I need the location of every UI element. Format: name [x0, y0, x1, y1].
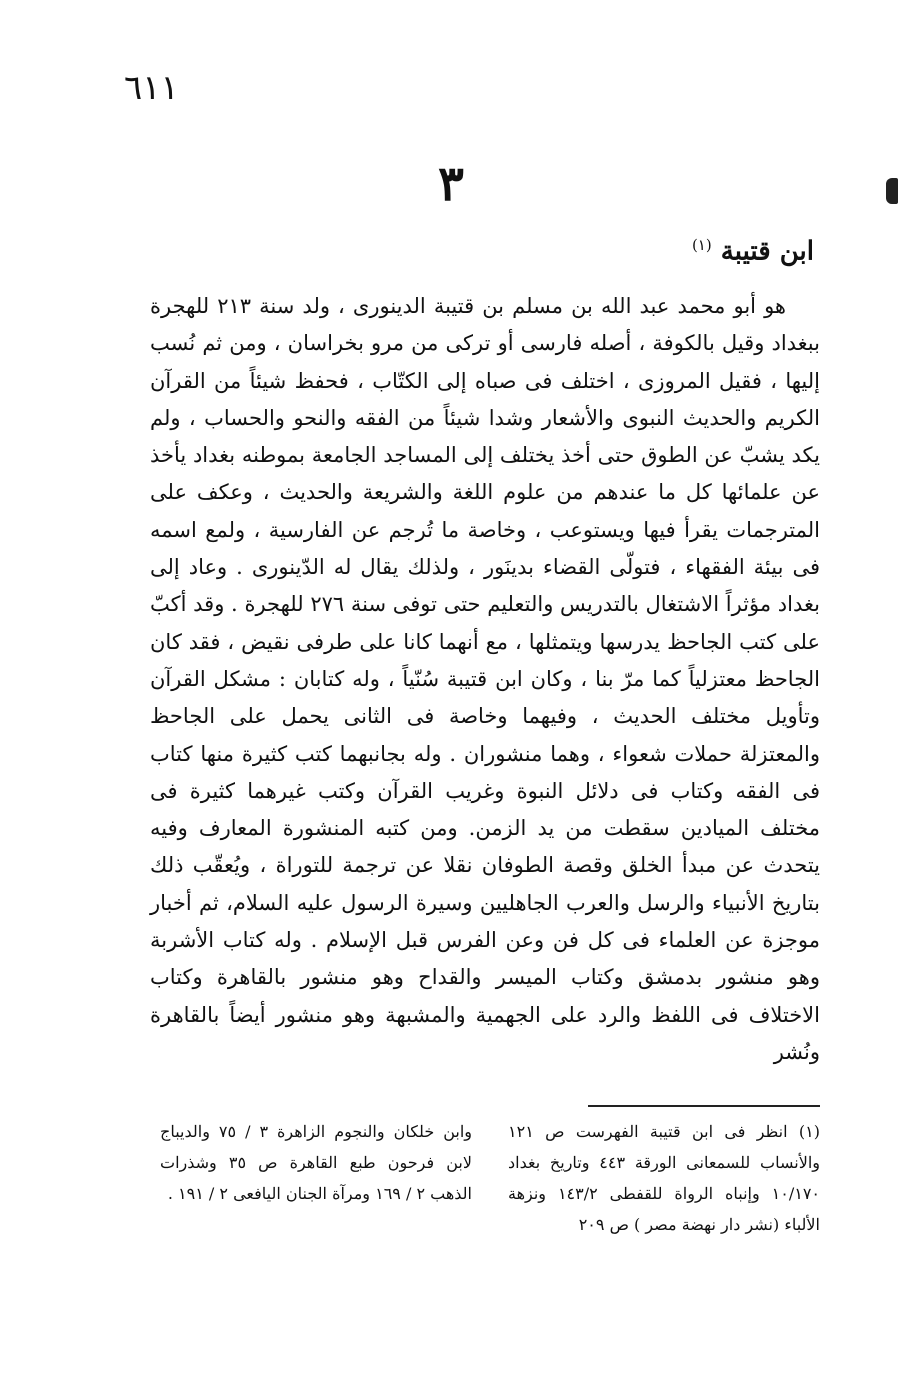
body-text — [150, 288, 820, 1071]
footnote-right-column: (١) انظر فى ابن قتيبة الفهرست ص ١٢١ والأنساب للسمعانى الورقة ٤٤٣ وتاريخ بغداد ١٠/١٧٠ وإنباه الرواة للقفطى ١٤٣/٢ ونزهة الألباء (نشر دار نهضة مصر ) ص ٢٠٩ — [508, 1122, 821, 1234]
section-number: ٣ — [438, 156, 464, 212]
footnote-left-column: وابن خلكان والنجوم الزاهرة ٣ / ٧٥ والديباج لابن فرحون طبع القاهرة ص ٣٥ وشذرات الذهب ٢ / ١٦٩ ومرآة الجنان اليافعى ٢ / ١٩١ . — [160, 1122, 472, 1203]
heading-title: ابن قتيبة — [720, 236, 814, 267]
footnote-divider — [588, 1105, 820, 1107]
body-paragraph: هو أبو محمد عبد الله بن مسلم بن قتيبة الدينورى ، ولد سنة ٢١٣ للهجرة ببغداد وقيل بالكوفة ، أصله فارسى أو تركى من مرو بخراسان ، ومن ثم نُسب إليها ، فقيل المروزى ، اختلف فى صباه إلى الكتّاب ، فحفظ شيئاً من القرآن الكريم والحديث النبوى والأشعار وشدا شيئاً من الفقه والنحو والحساب ، ولم يكد يشبّ عن الطوق حتى أخذ يختلف إلى المساجد الجامعة بموطنه بغداد يأخذ عن علمائها كل ما عندهم من علوم اللغة والشريعة والحديث ، وعكف على المترجمات يقرأ فيها ويستوعب ، وخاصة ما تُرجم عن الفارسية ، ولمع اسمه فى بيئة الفقهاء ، فتولّى القضاء بدينَور ، ولذلك يقال له الدّينورى . وعاد إلى بغداد مؤثراً الاشتغال بالتدريس والتعليم حتى توفى سنة ٢٧٦ للهجرة . وقد أكبّ على كتب الجاحظ يدرسها ويتمثلها ، مع أنهما كانا على طرفى نقيض ، فقد كان الجاحظ معتزلياً كما مرّ بنا ، وكان ابن قتيبة سُنّياً ، وله كتابان : مشكل القرآن وتأويل مختلف الحديث ، وفيهما وخاصة فى الثانى يحمل على الجاحظ والمعتزلة حملات شعواء ، وهما منشوران . وله بجانبهما كتب كثيرة منها كتاب فى الفقه وكتاب فى دلائل النبوة وغريب القرآن وكتب غيرهما كثيرة فى مختلف الميادين سقطت من يد الزمن. ومن كتبه المنشورة المعارف وفيه يتحدث عن مبدأ الخلق وقصة الطوفان نقلا عن ترجمة للتوراة ، ويُعقّب ذلك بتاريخ الأنبياء والرسل والعرب الجاهليين وسيرة الرسول عليه السلام، ثم أخبار موجزة عن العلماء فى كل فن وعن الفرس قبل الإسلام . وله كتاب الأشربة وهو منشور بدمشق وكتاب الميسر والقداح وهو منشور بالقاهرة وكتاب الاختلاف فى اللفظ والرد على الجهمية والمشبهة وهو منشور أيضاً بالقاهرة ونُشر — [150, 294, 820, 1064]
footnote-reference: (١) — [691, 236, 712, 254]
page-edge-mark — [886, 178, 898, 204]
section-heading — [692, 236, 814, 267]
page-number: ٦١١ — [124, 68, 179, 108]
